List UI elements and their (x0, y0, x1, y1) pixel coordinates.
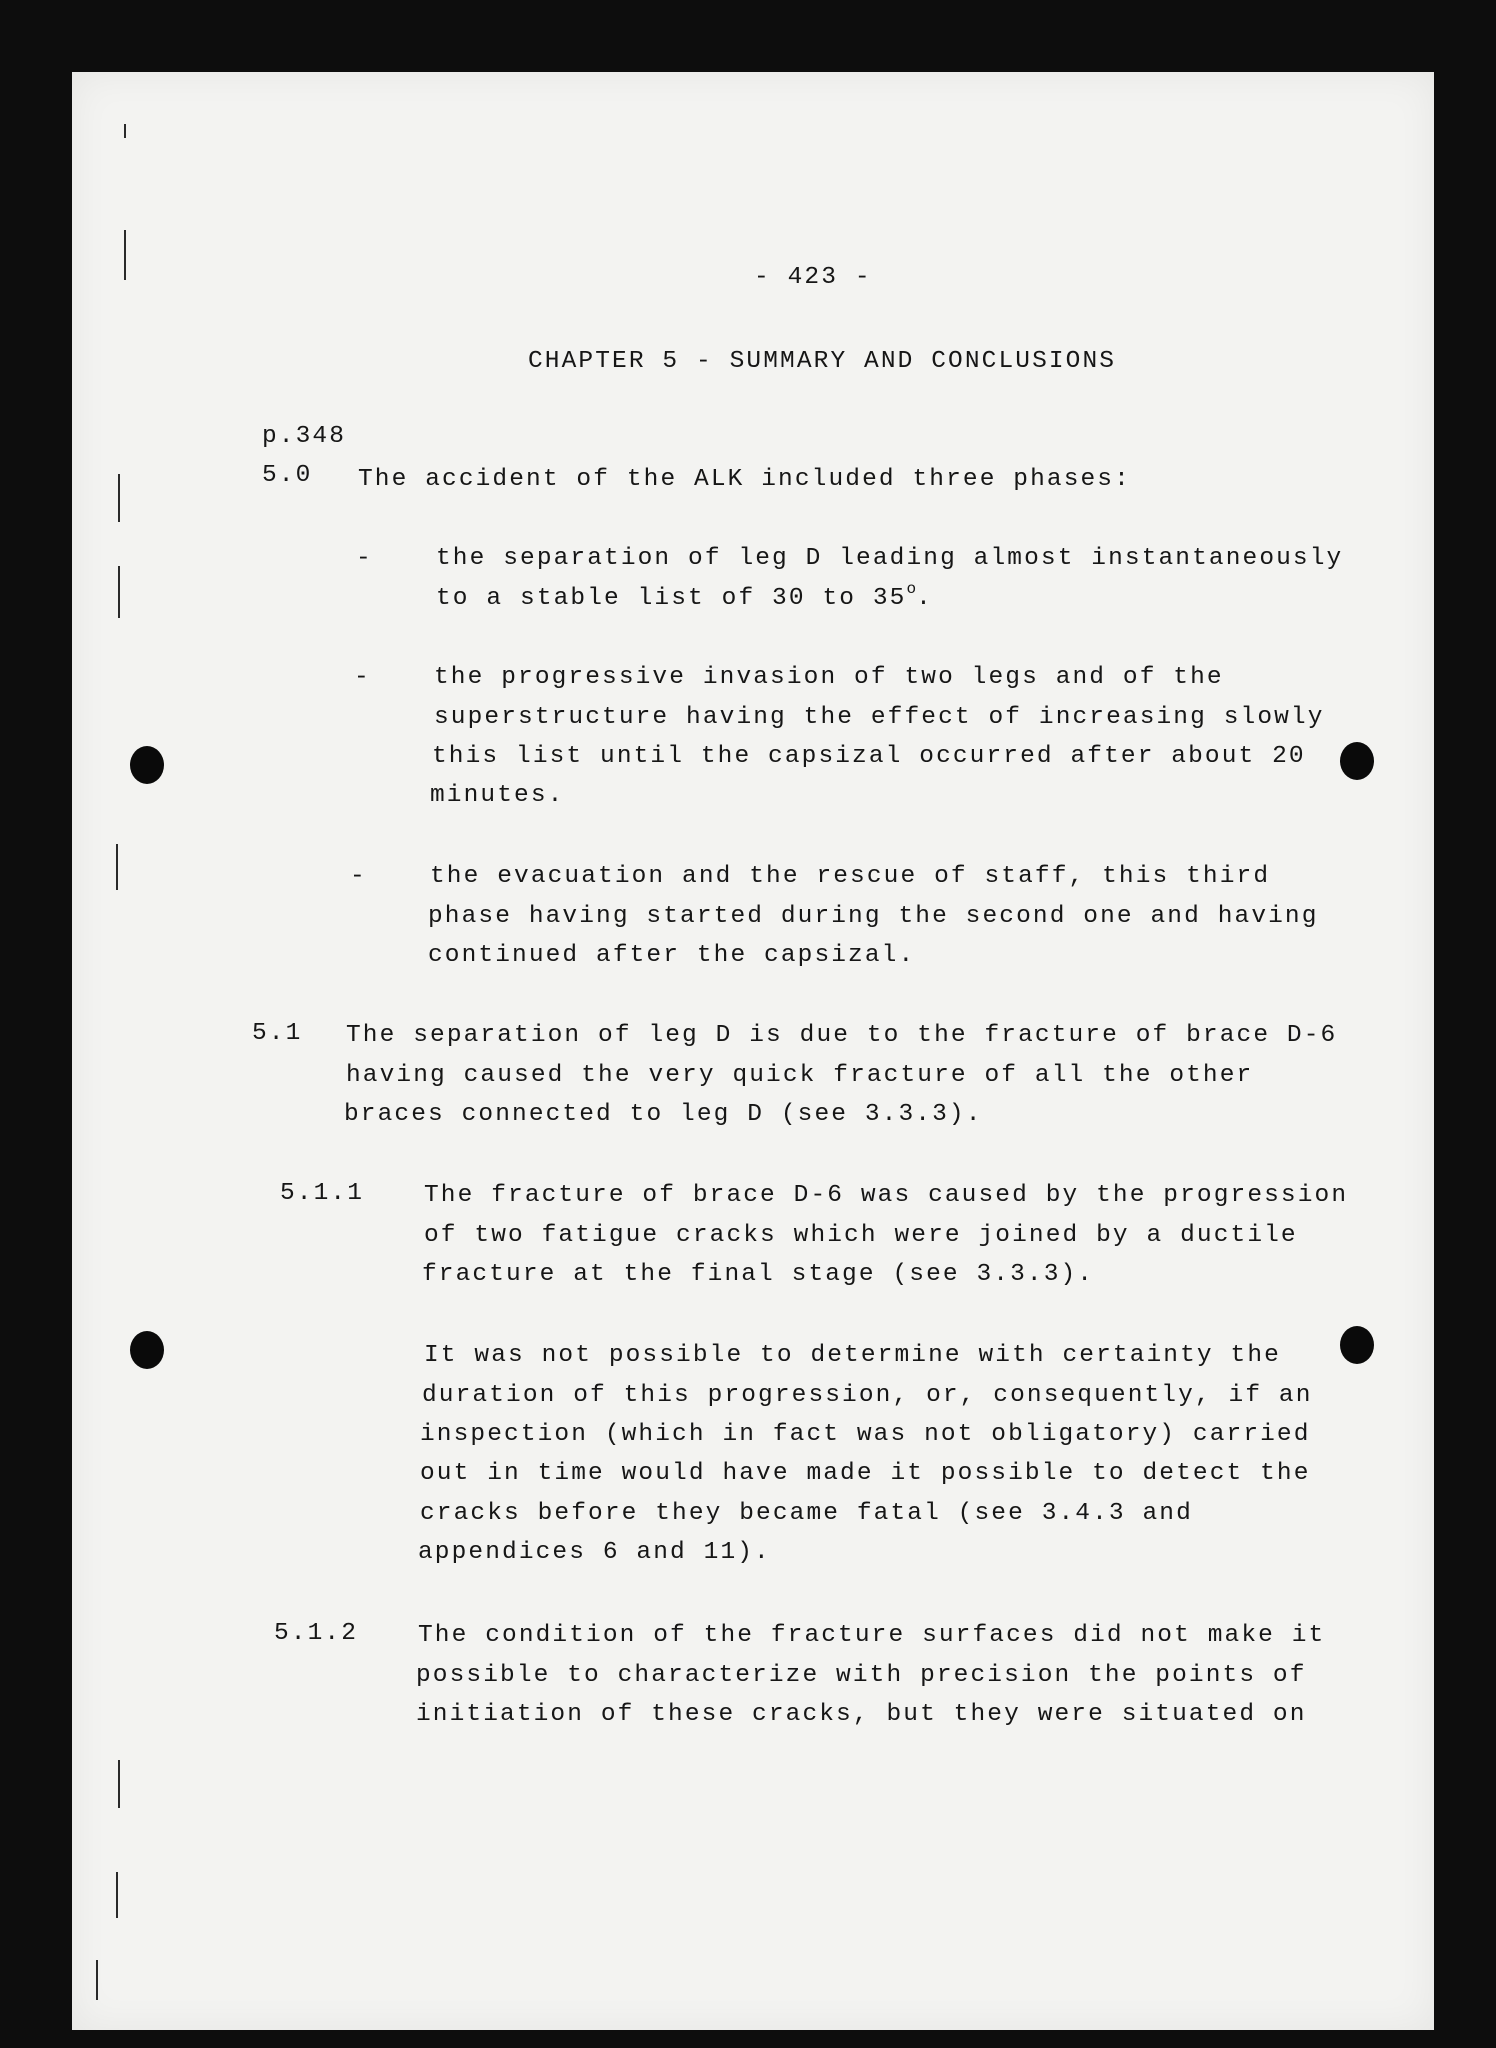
bullet-text-end: . (916, 585, 933, 612)
punch-hole-right-bottom (1340, 1326, 1374, 1364)
section-text: initiation of these cracks, but they were situated on (416, 1701, 1307, 1728)
paragraph-text: It was not possible to determine with certainty the (424, 1342, 1281, 1369)
punch-hole-right-top (1340, 742, 1374, 780)
section-number: 5.1.1 (280, 1180, 365, 1207)
bullet-text-main: to a stable list of 30 to 35 (436, 585, 907, 612)
margin-mark (124, 230, 126, 280)
punch-hole-left-top (130, 746, 164, 784)
margin-mark (124, 124, 126, 138)
section-text: fracture at the final stage (see 3.3.3). (422, 1261, 1095, 1288)
paragraph-text: appendices 6 and 11). (418, 1539, 771, 1566)
section-text: The separation of leg D is due to the fracture of brace D-6 (346, 1022, 1338, 1049)
bullet-text: this list until the capsizal occurred after about 20 (432, 743, 1306, 770)
section-text: The fracture of brace D-6 was caused by the progression (424, 1182, 1349, 1209)
page-reference: p.348 (262, 423, 347, 450)
bullet-dash: - (354, 664, 371, 691)
section-text: of two fatigue cracks which were joined by a ductile (424, 1222, 1298, 1249)
bullet-dash: - (356, 545, 373, 572)
bullet-text: minutes. (430, 782, 565, 809)
section-intro: The accident of the ALK included three phases: (358, 466, 1131, 493)
bullet-text: superstructure having the effect of increasing slowly (434, 704, 1325, 731)
margin-mark (96, 1960, 98, 2000)
section-number: 5.0 (262, 462, 313, 489)
bullet-text: phase having started during the second one and having (428, 903, 1319, 930)
paragraph-text: inspection (which in fact was not obligatory) carried (420, 1421, 1311, 1448)
margin-mark (118, 1760, 120, 1808)
bullet-text: the progressive invasion of two legs and of the (434, 664, 1224, 691)
punch-hole-left-bottom (130, 1331, 164, 1369)
bullet-text: the evacuation and the rescue of staff, this third (430, 863, 1271, 890)
bullet-text (436, 580, 933, 612)
section-number: 5.1.2 (274, 1620, 359, 1647)
margin-mark (118, 474, 120, 522)
degree-superscript: o (906, 580, 917, 598)
bullet-dash: - (350, 863, 367, 890)
section-number: 5.1 (252, 1020, 303, 1047)
section-text: The condition of the fracture surfaces did not make it (418, 1622, 1326, 1649)
section-text: possible to characterize with precision the points of (416, 1662, 1307, 1689)
margin-mark (116, 1872, 118, 1918)
bullet-text: continued after the capsizal. (428, 942, 916, 969)
document-page (72, 72, 1434, 2030)
margin-mark (118, 566, 120, 618)
margin-mark (116, 844, 118, 890)
bullet-text: the separation of leg D leading almost instantaneously (436, 545, 1344, 572)
section-text: braces connected to leg D (see 3.3.3). (344, 1101, 983, 1128)
paragraph-text: cracks before they became fatal (see 3.4.3 and (420, 1500, 1193, 1527)
chapter-title: CHAPTER 5 - SUMMARY AND CONCLUSIONS (528, 348, 1117, 375)
page-number: - 423 - (754, 264, 872, 291)
paragraph-text: duration of this progression, or, consequently, if an (422, 1382, 1313, 1409)
section-text: having caused the very quick fracture of all the other (346, 1062, 1254, 1089)
paragraph-text: out in time would have made it possible to detect the (420, 1460, 1311, 1487)
